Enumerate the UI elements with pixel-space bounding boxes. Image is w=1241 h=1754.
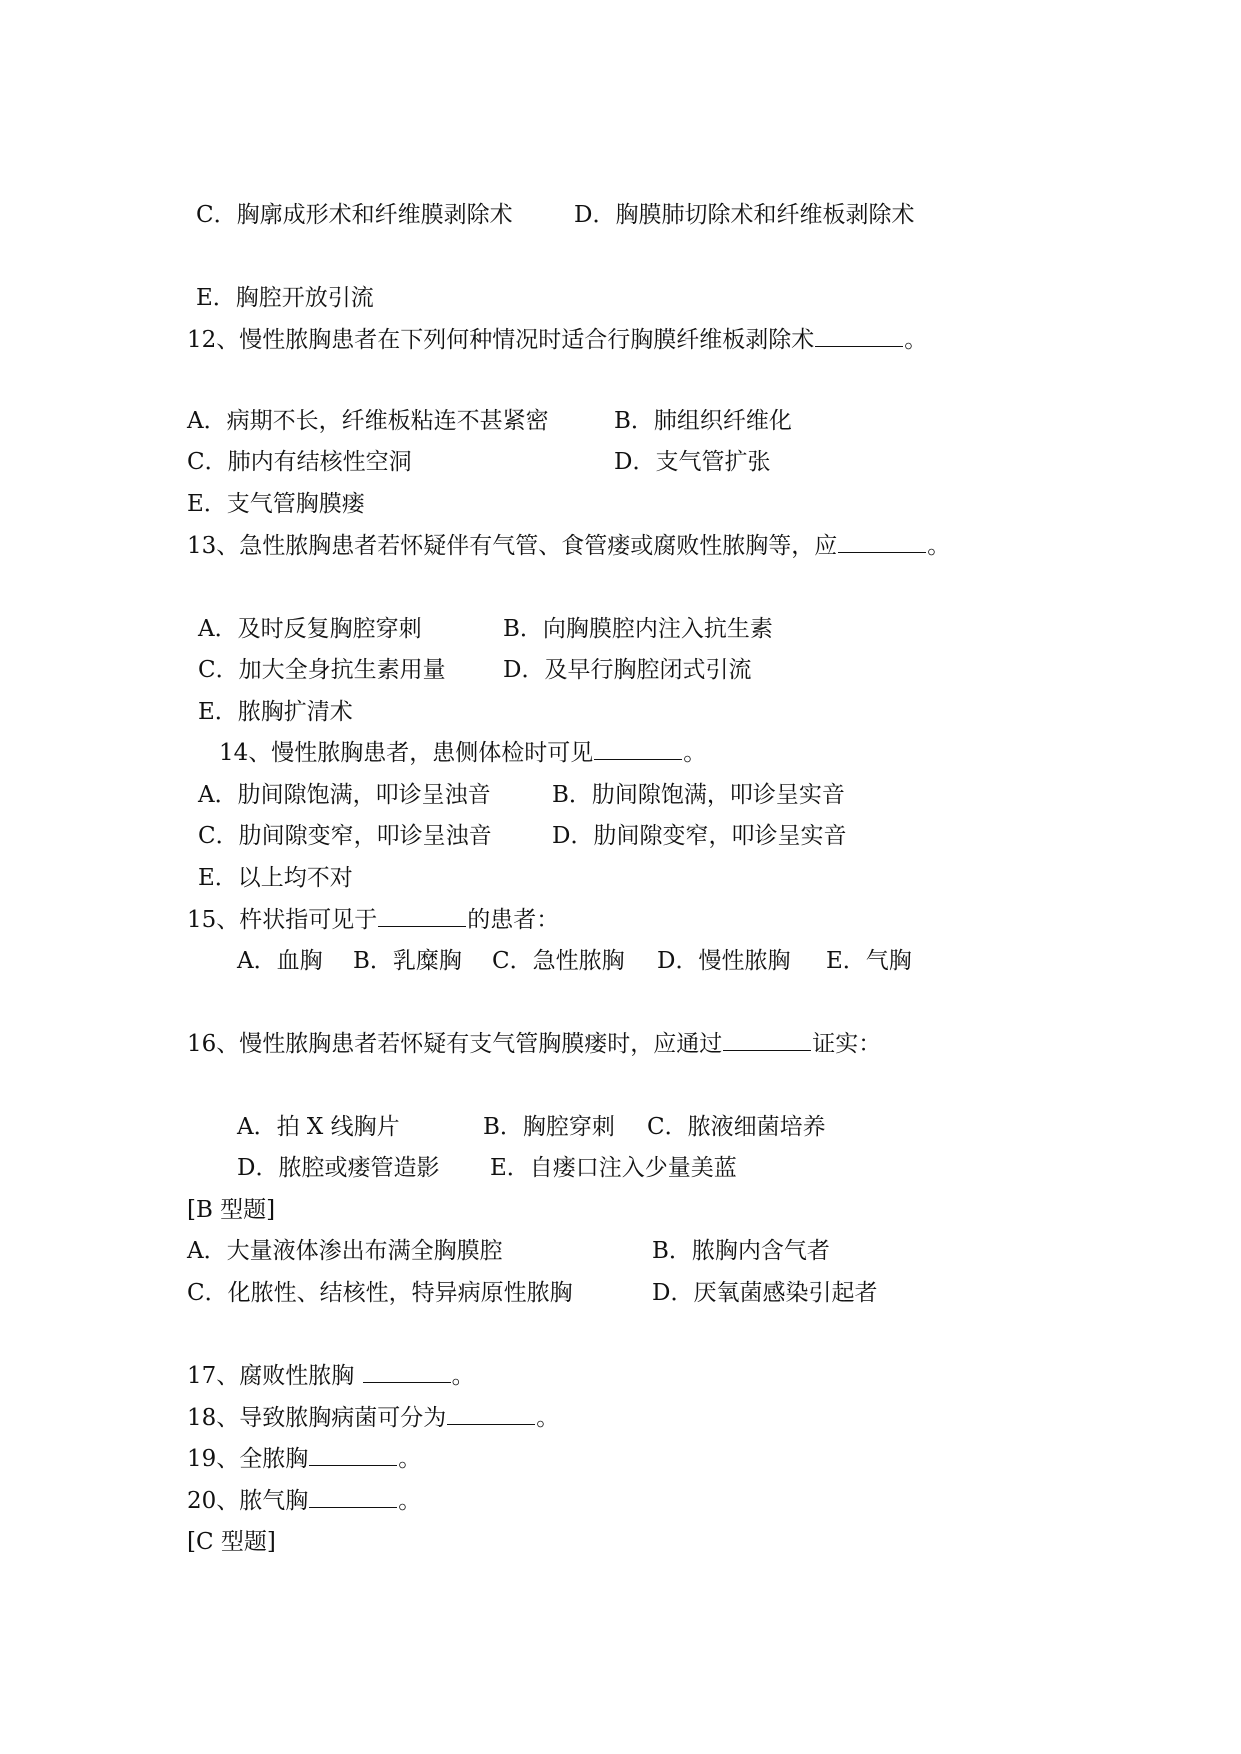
- q14-option-a: A．肋间隙饱满，叩诊呈浊音: [198, 782, 491, 808]
- q20-end: 。: [398, 1488, 422, 1514]
- q15-stem-line: [187, 905, 559, 935]
- q13-option-d: D．及早行胸腔闭式引流: [503, 657, 752, 683]
- q15-option-e: E．气胸: [826, 948, 912, 974]
- q19-stem-line: [187, 1444, 421, 1474]
- q12-option-a: A．病期不长，纤维板粘连不甚紧密: [187, 408, 549, 434]
- b-type-heading: [B 型题]: [187, 1197, 276, 1223]
- q11-option-e: E．胸腔开放引流: [196, 285, 374, 311]
- q16-option-c: C．脓液细菌培养: [647, 1114, 826, 1140]
- answer-blank: [838, 551, 926, 553]
- q13-end: 。: [927, 533, 951, 559]
- q15-option-d: D．慢性脓胸: [657, 948, 791, 974]
- q12-option-d: D．支气管扩张: [614, 449, 771, 475]
- q18-stem: 18、导致脓胸病菌可分为: [187, 1405, 447, 1431]
- q16-option-b: B．胸腔穿刺: [483, 1114, 615, 1140]
- answer-blank: [447, 1423, 535, 1425]
- q16-option-d: D．脓腔或瘘管造影: [237, 1155, 440, 1181]
- b-type-option-a: A．大量液体渗出布满全胸膜腔: [187, 1238, 503, 1264]
- answer-blank: [378, 925, 466, 927]
- q13-option-b: B．向胸膜腔内注入抗生素: [503, 616, 773, 642]
- q11-option-d: D．胸膜肺切除术和纤维板剥除术: [574, 202, 915, 228]
- q13-stem-line: [187, 531, 950, 561]
- q16-end: 证实：: [812, 1031, 882, 1057]
- answer-blank: [815, 345, 903, 347]
- q12-option-b: B．肺组织纤维化: [614, 408, 792, 434]
- q14-end: 。: [683, 740, 707, 766]
- q12-stem: 12、慢性脓胸患者在下列何种情况时适合行胸膜纤维板剥除术: [187, 327, 815, 353]
- q16-stem-line: [187, 1029, 881, 1059]
- q15-option-c: C．急性脓胸: [492, 948, 625, 974]
- q13-option-a: A．及时反复胸腔穿刺: [198, 616, 422, 642]
- q15-stem: 15、杵状指可见于: [187, 907, 378, 933]
- q14-option-d: D．肋间隙变窄，叩诊呈实音: [552, 823, 847, 849]
- answer-blank: [723, 1049, 811, 1051]
- q12-end: 。: [904, 327, 928, 353]
- b-type-option-b: B．脓胸内含气者: [652, 1238, 830, 1264]
- q20-stem: 20、脓气胸: [187, 1488, 309, 1514]
- q20-stem-line: [187, 1486, 421, 1516]
- q16-option-e: E．自瘘口注入少量美蓝: [490, 1155, 737, 1181]
- answer-blank: [594, 758, 682, 760]
- q14-stem-line: [219, 738, 706, 768]
- q12-option-c: C．肺内有结核性空洞: [187, 449, 412, 475]
- q13-option-e: E．脓胸扩清术: [198, 699, 353, 725]
- q14-stem: 14、慢性脓胸患者，患侧体检时可见: [219, 740, 594, 766]
- answer-blank: [363, 1381, 451, 1383]
- q17-stem: 17、腐败性脓胸: [187, 1363, 355, 1389]
- q19-end: 。: [398, 1446, 422, 1472]
- q12-stem-line: [187, 325, 927, 355]
- q15-option-b: B．乳糜胸: [353, 948, 462, 974]
- q18-end: 。: [536, 1405, 560, 1431]
- b-type-option-c: C．化脓性、结核性，特异病原性脓胸: [187, 1280, 573, 1306]
- q19-stem: 19、全脓胸: [187, 1446, 309, 1472]
- q14-option-e: E．以上均不对: [198, 865, 353, 891]
- q17-end: 。: [451, 1363, 475, 1389]
- q14-option-b: B．肋间隙饱满，叩诊呈实音: [552, 782, 845, 808]
- q15-end: 的患者：: [467, 907, 560, 933]
- c-type-heading: [C 型题]: [187, 1529, 276, 1555]
- q14-option-c: C．肋间隙变窄，叩诊呈浊音: [198, 823, 492, 849]
- q15-option-a: A．血胸: [237, 948, 323, 974]
- q17-stem-line: [187, 1361, 475, 1391]
- q16-option-a: A．拍 X 线胸片: [237, 1114, 400, 1140]
- q13-stem: 13、急性脓胸患者若怀疑伴有气管、食管瘘或腐败性脓胸等，应: [187, 533, 838, 559]
- q12-option-e: E．支气管胸膜瘘: [187, 491, 365, 517]
- answer-blank: [309, 1464, 397, 1466]
- q16-stem: 16、慢性脓胸患者若怀疑有支气管胸膜瘘时，应通过: [187, 1031, 723, 1057]
- answer-blank: [309, 1506, 397, 1508]
- b-type-option-d: D．厌氧菌感染引起者: [652, 1280, 878, 1306]
- q18-stem-line: [187, 1403, 559, 1433]
- q11-option-c: C．胸廓成形术和纤维膜剥除术: [196, 202, 513, 228]
- q13-option-c: C．加大全身抗生素用量: [198, 657, 446, 683]
